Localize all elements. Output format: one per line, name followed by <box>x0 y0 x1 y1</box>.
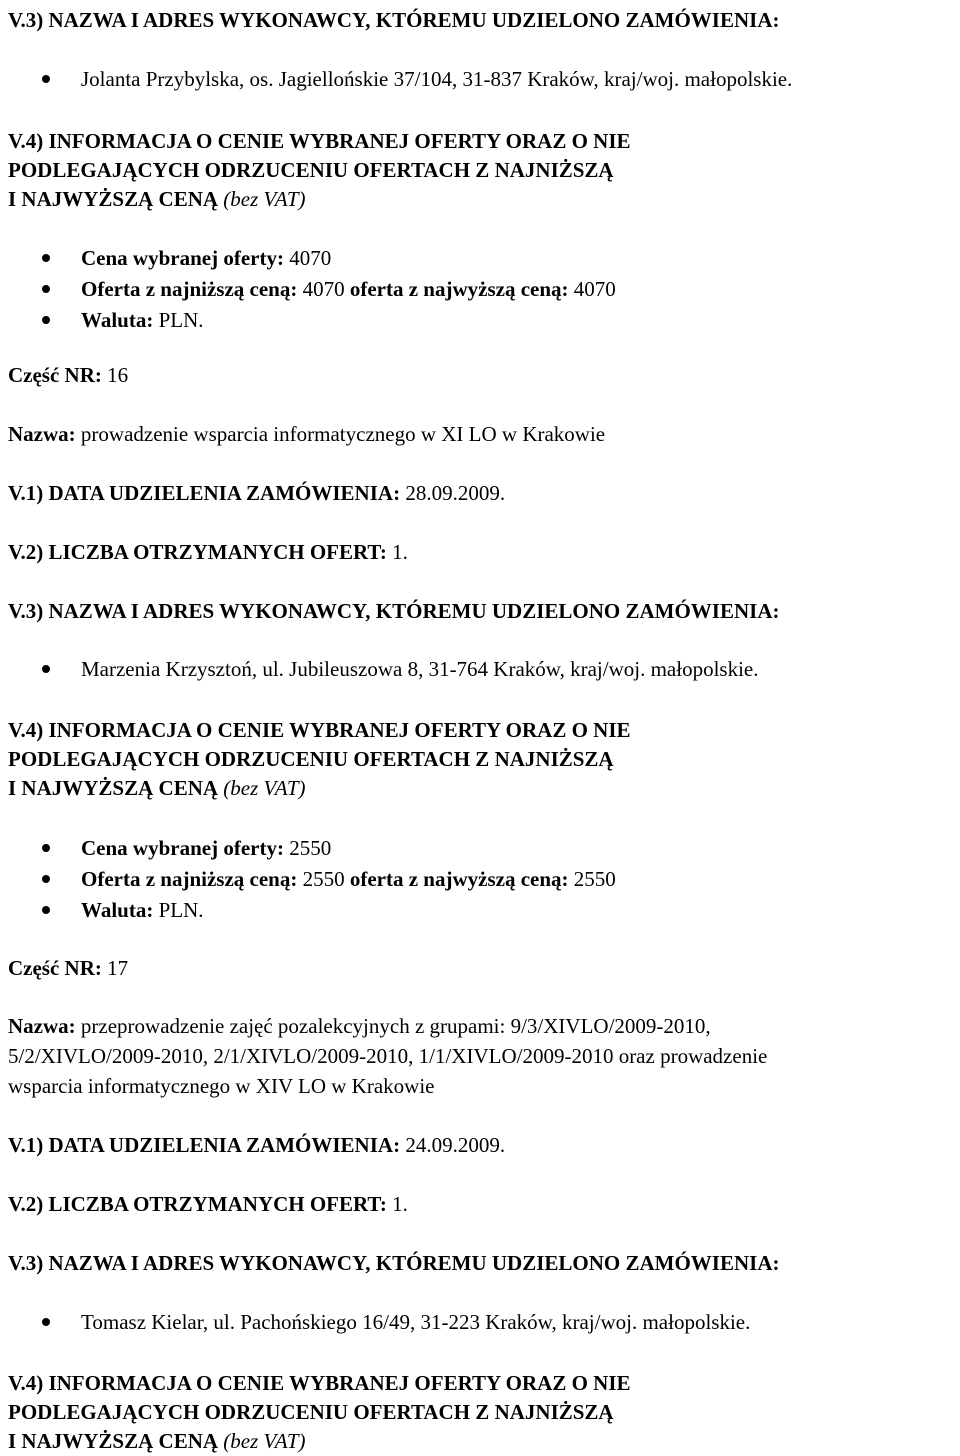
part16-lowest-highest: Oferta z najniższą ceną: 2550 oferta z najwyższą ceną: 2550 <box>81 867 616 891</box>
part17-name-3: wsparcia informatycznego w XIV LO w Krakowie <box>8 1074 435 1098</box>
bullet-icon <box>42 316 50 324</box>
s1-v4-line2: PODLEGAJĄCYCH ODRZUCENIU OFERTACH Z NAJNIŻSZĄ <box>8 158 614 182</box>
part16-v4-line1: V.4) INFORMACJA O CENIE WYBRANEJ OFERTY ORAZ O NIE <box>8 718 631 742</box>
part16-currency: Waluta: PLN. <box>81 898 204 922</box>
part17-v2-offers: V.2) LICZBA OTRZYMANYCH OFERT: 1. <box>8 1192 408 1216</box>
bullet-icon <box>42 75 50 83</box>
part16-price: Cena wybranej oferty: 2550 <box>81 836 332 860</box>
part16-contractor: Marzenia Krzysztoń, ul. Jubileuszowa 8, 31-764 Kraków, kraj/woj. małopolskie. <box>81 657 759 681</box>
part16-v4-line2: PODLEGAJĄCYCH ODRZUCENIU OFERTACH Z NAJNIŻSZĄ <box>8 747 614 771</box>
s1-contractor: Jolanta Przybylska, os. Jagiellońskie 37/104, 31-837 Kraków, kraj/woj. małopolskie. <box>81 67 793 91</box>
bullet-icon <box>42 875 50 883</box>
part17-name-1: Nazwa: przeprowadzenie zajęć pozalekcyjnych z grupami: 9/3/XIVLO/2009-2010, <box>8 1014 711 1038</box>
s1-lowest-highest: Oferta z najniższą ceną: 4070 oferta z najwyższą ceną: 4070 <box>81 277 616 301</box>
bullet-icon <box>42 254 50 262</box>
part16-v1-date: V.1) DATA UDZIELENIA ZAMÓWIENIA: 28.09.2009. <box>8 481 506 505</box>
part17-v4-line2: PODLEGAJĄCYCH ODRZUCENIU OFERTACH Z NAJNIŻSZĄ <box>8 1400 614 1424</box>
part17-contractor: Tomasz Kielar, ul. Pachońskiego 16/49, 31-223 Kraków, kraj/woj. małopolskie. <box>81 1310 751 1334</box>
bullet-icon <box>42 906 50 914</box>
part17-v4-line3: I NAJWYŻSZĄ CENĄ (bez VAT) <box>8 1429 306 1453</box>
s1-v3-header: V.3) NAZWA I ADRES WYKONAWCY, KTÓREMU UDZIELONO ZAMÓWIENIA: <box>8 8 780 32</box>
bullet-icon <box>42 665 50 673</box>
part17-v4-line1: V.4) INFORMACJA O CENIE WYBRANEJ OFERTY ORAZ O NIE <box>8 1371 631 1395</box>
s1-v4-line3: I NAJWYŻSZĄ CENĄ (bez VAT) <box>8 187 306 211</box>
part17-v1-date: V.1) DATA UDZIELENIA ZAMÓWIENIA: 24.09.2009. <box>8 1133 506 1157</box>
part17-name-2: 5/2/XIVLO/2009-2010, 2/1/XIVLO/2009-2010, 1/1/XIVLO/2009-2010 oraz prowadzenie <box>8 1044 768 1068</box>
part16-v2-offers: V.2) LICZBA OTRZYMANYCH OFERT: 1. <box>8 540 408 564</box>
s1-v4-line1: V.4) INFORMACJA O CENIE WYBRANEJ OFERTY ORAZ O NIE <box>8 129 631 153</box>
part17-v3-header: V.3) NAZWA I ADRES WYKONAWCY, KTÓREMU UDZIELONO ZAMÓWIENIA: <box>8 1251 780 1275</box>
bullet-icon <box>42 285 50 293</box>
part16-v3-header: V.3) NAZWA I ADRES WYKONAWCY, KTÓREMU UDZIELONO ZAMÓWIENIA: <box>8 599 780 623</box>
bullet-icon <box>42 844 50 852</box>
bullet-icon <box>42 1318 50 1326</box>
s1-currency: Waluta: PLN. <box>81 308 204 332</box>
part16-name: Nazwa: prowadzenie wsparcia informatycznego w XI LO w Krakowie <box>8 422 606 446</box>
part17-number: Część NR: 17 <box>8 956 129 980</box>
s1-price: Cena wybranej oferty: 4070 <box>81 246 332 270</box>
part16-number: Część NR: 16 <box>8 363 129 387</box>
part16-v4-line3: I NAJWYŻSZĄ CENĄ (bez VAT) <box>8 776 306 800</box>
